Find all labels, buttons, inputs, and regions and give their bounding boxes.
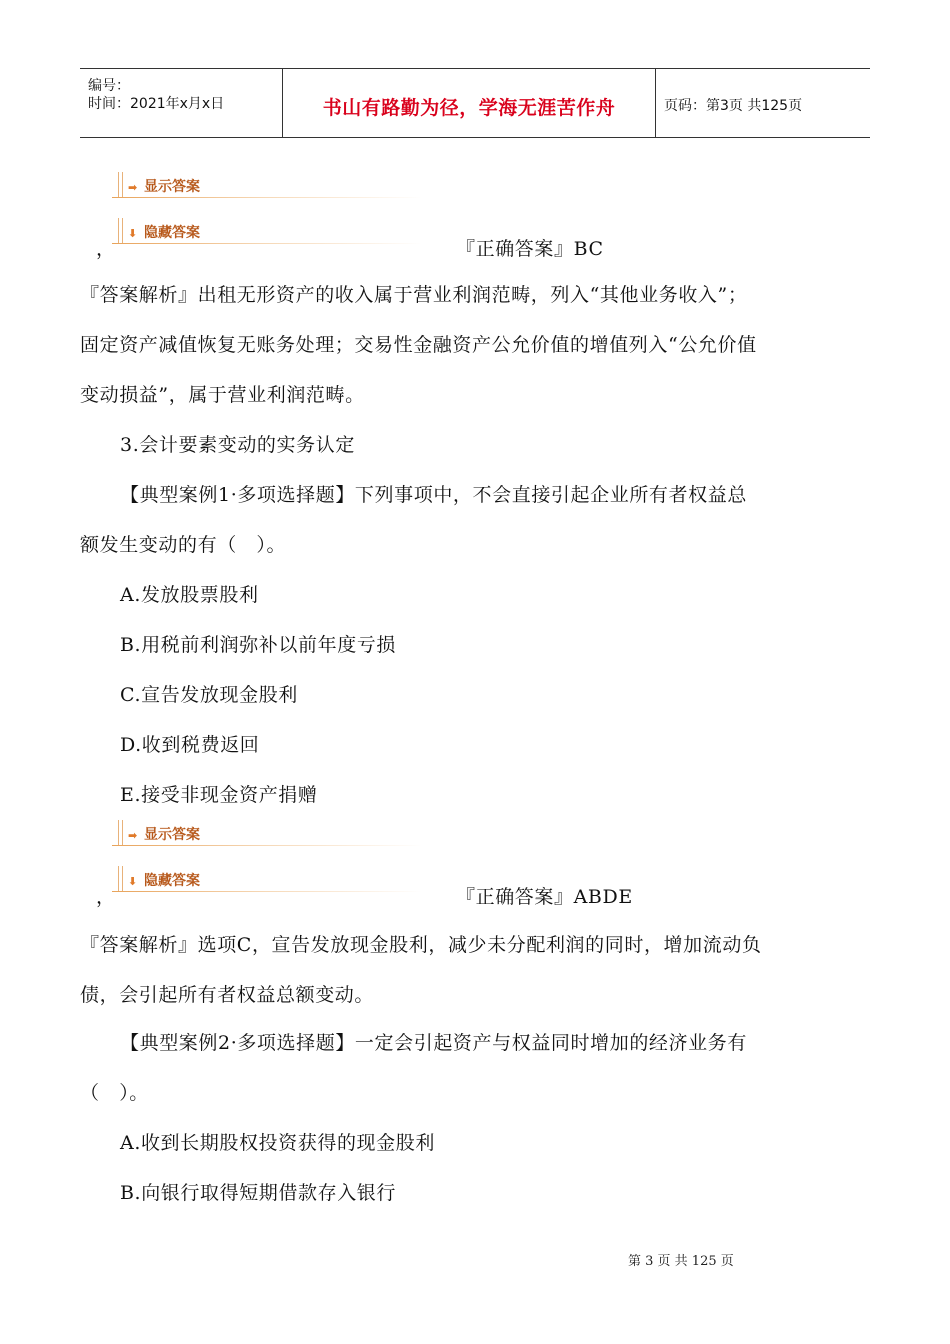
arrow-down-icon: ⬇ (128, 227, 138, 240)
header-motto-cell (282, 69, 656, 137)
hide-answer-label: 隐藏答案 (144, 225, 200, 241)
comma-1: ， (96, 238, 116, 260)
show-answer-label: 显示答案 (144, 827, 200, 843)
show-answer-label: 显示答案 (144, 179, 200, 195)
case-2-line-1: 【典型案例2·多项选择题】一定会引起资产与权益同时增加的经济业务有 (120, 1032, 747, 1054)
comma-2: ， (96, 886, 116, 908)
analysis-2-line-2: 债，会引起所有者权益总额变动。 (80, 984, 375, 1006)
option-1-a: A.发放股票股利 (120, 584, 259, 606)
case-1-line-1: 【典型案例1·多项选择题】下列事项中，不会直接引起企业所有者权益总 (120, 484, 747, 506)
hide-answer-button-2[interactable] (128, 870, 200, 890)
analysis-1-line-1: 『答案解析』出租无形资产的收入属于营业利润范畴，列入“其他业务收入”； (80, 284, 748, 306)
show-answer-bar-1 (112, 172, 422, 198)
analysis-2-line-1: 『答案解析』选项C，宣告发放现金股利，减少未分配利润的同时，增加流动负 (80, 934, 762, 956)
page-info: 页码：第3页 共125页 (664, 98, 803, 114)
option-1-e: E.接受非现金资产捐赠 (120, 784, 318, 806)
number-label: 编号： (88, 78, 130, 94)
analysis-1-line-2: 固定资产减值恢复无账务处理；交易性金融资产公允价值的增值列入“公允价值 (80, 334, 757, 356)
show-answer-button-1[interactable] (128, 176, 200, 196)
option-1-c: C.宣告发放现金股利 (120, 684, 298, 706)
case-2-line-2: （ ）。 (80, 1082, 149, 1104)
hide-answer-label: 隐藏答案 (144, 873, 200, 889)
analysis-1-line-3: 变动损益”，属于营业利润范畴。 (80, 384, 365, 406)
header-meta (80, 69, 280, 137)
arrow-down-icon: ⬇ (128, 875, 138, 888)
motto: 书山有路勤为径，学海无涯苦作舟 (322, 97, 616, 119)
option-1-d: D.收到税费返回 (120, 734, 260, 756)
case-1-line-2: 额发生变动的有（ ）。 (80, 534, 287, 556)
section-heading: 3.会计要素变动的实务认定 (120, 434, 355, 456)
date-label: 时间：2021年x月x日 (88, 96, 225, 112)
option-2-b: B.向银行取得短期借款存入银行 (120, 1182, 397, 1204)
correct-answer-2: 『正确答案』ABDE (456, 886, 633, 908)
show-answer-button-2[interactable] (128, 824, 200, 844)
page-header (80, 68, 870, 138)
hide-answer-button-1[interactable] (128, 222, 200, 242)
show-answer-bar-2 (112, 820, 422, 846)
arrow-right-icon: ➡ (128, 181, 138, 194)
header-page-cell (656, 69, 870, 137)
hide-answer-bar-2 (112, 866, 422, 892)
option-1-b: B.用税前利润弥补以前年度亏损 (120, 634, 397, 656)
page-footer: 第 3 页 共 125 页 (628, 1254, 734, 1269)
arrow-right-icon: ➡ (128, 829, 138, 842)
correct-answer-1: 『正确答案』BC (456, 238, 604, 260)
hide-answer-bar-1 (112, 218, 422, 244)
option-2-a: A.收到长期股权投资获得的现金股利 (120, 1132, 435, 1154)
